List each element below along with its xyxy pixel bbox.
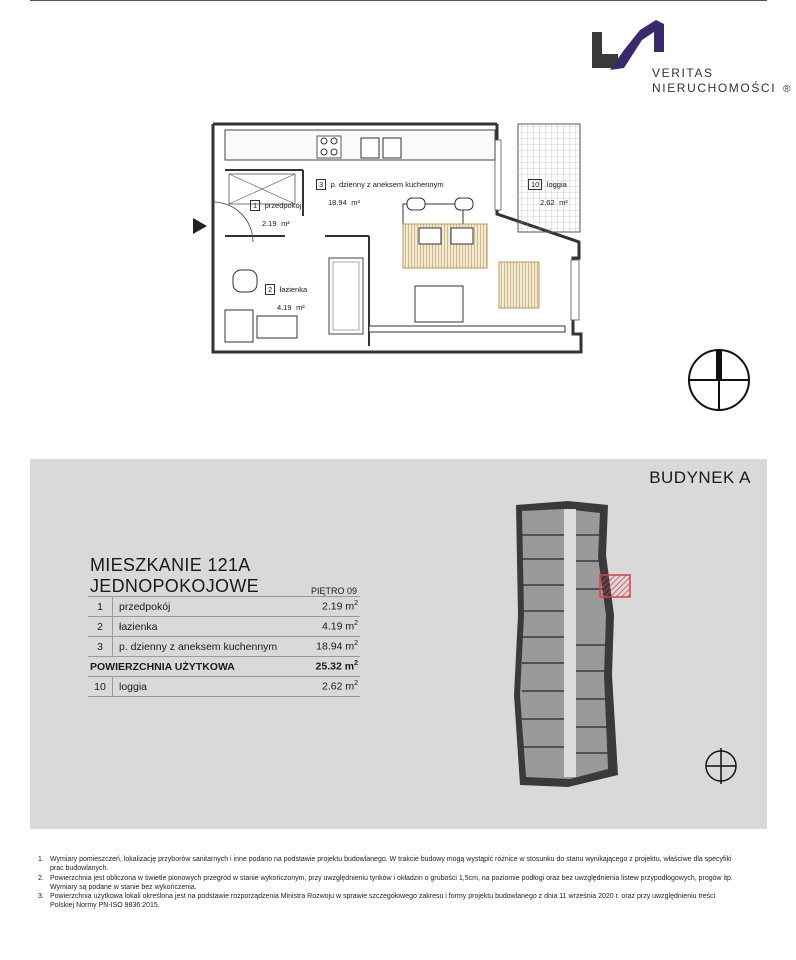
- unit-exp: 2: [354, 680, 358, 688]
- footnote-number: 1.: [38, 856, 44, 863]
- row-area: [296, 617, 360, 637]
- rooms-table: [88, 596, 360, 697]
- room-1-area: 2.19: [262, 219, 277, 228]
- room-2-name: łazienka: [279, 285, 308, 294]
- footnote-text: Powierzchnia jest obliczona w świetle pionowych przegród w stanie wykończonym, przy uwzględnieniu tynków i okładzin o grubości 1,5cm, na poziomie podłogi oraz bez uwzględnienia listew przypodłogowych, progów itp. Wymiary są podane w stanie bez wykończenia.: [50, 874, 733, 891]
- table-row: [88, 597, 360, 617]
- footnote-3: [38, 892, 738, 911]
- row-area-value: 2.19: [321, 600, 343, 613]
- row-area-value: 18.94: [316, 640, 343, 653]
- row-area-value: 4.19: [321, 620, 343, 633]
- total-area: [296, 657, 360, 677]
- room-3-area: 18.94: [328, 198, 347, 207]
- room-3-name: p. dzienny z aneksem kuchennym: [330, 180, 444, 189]
- room-2-num: 2: [265, 284, 275, 295]
- total-row: [88, 657, 360, 677]
- plan-label-room-1: [250, 195, 301, 231]
- row-num: 2: [88, 617, 113, 637]
- apartment-number: MIESZKANIE 121A: [90, 555, 251, 575]
- room-2-area: 4.19: [277, 303, 292, 312]
- footnote-number: 3.: [38, 893, 44, 901]
- plan-label-room-2: [265, 279, 307, 315]
- unit-exp: 2: [354, 600, 358, 608]
- building-key-plan: [508, 495, 643, 795]
- top-rule: [30, 0, 767, 1]
- room-10-area: 2.62: [540, 198, 555, 207]
- unit-exp: 2: [354, 620, 358, 628]
- row-num: 1: [88, 597, 113, 617]
- room-3-unit: m²: [351, 198, 360, 207]
- unit-m: m: [344, 660, 355, 673]
- footnote-text: Powierzchnia użytkowa lokali określona jest na podstawie rozporządzenia Ministra Rozwoju w sprawie szczegółowego zakresu i formy projektu budowlanego z dnia 11 września 2020 r. oraz przy uwzględnieniu treści Polskiej Normy PN-ISO 9836:2015.: [50, 893, 716, 910]
- row-name: loggia: [113, 677, 297, 697]
- row-name: łazienka: [113, 617, 297, 637]
- highlighted-apartment: [600, 575, 630, 597]
- room-10-name: loggia: [546, 180, 567, 189]
- table-row: [88, 637, 360, 657]
- floor-plan: [185, 120, 605, 360]
- north-compass-icon: [686, 347, 752, 413]
- footnote-2: [38, 874, 738, 893]
- row-num: 10: [88, 677, 113, 697]
- apartment-info-panel: [30, 459, 767, 829]
- total-label: POWIERZCHNIA UŻYTKOWA: [88, 657, 296, 677]
- footnote-text: Wymiary pomieszczeń, lokalizację przyborów sanitarnych i inne podano na podstawie projektu budowlanego. W trakcie budowy mogą wystąpić różnice w stosunku do stanu wynikającego z projektu, właściwe dla specyfiki prac budowlanych.: [50, 856, 732, 873]
- unit-m: m: [345, 640, 355, 653]
- row-area-value: 2.62: [321, 680, 343, 693]
- registered-mark: ®: [783, 84, 793, 95]
- building-title: BUDYNEK A: [649, 468, 751, 487]
- row-name: p. dzienny z aneksem kuchennym: [113, 637, 297, 657]
- row-area: [296, 677, 360, 697]
- unit-exp: 2: [354, 640, 358, 648]
- room-1-name: przedpokój: [264, 201, 302, 210]
- table-row: [88, 677, 360, 697]
- apartment-type: JEDNOPOKOJOWE: [90, 576, 259, 596]
- room-10-unit: m²: [559, 198, 568, 207]
- room-2-unit: m²: [296, 303, 305, 312]
- unit-exp: 2: [354, 660, 358, 668]
- row-area: [296, 637, 360, 657]
- row-num: 3: [88, 637, 113, 657]
- plan-label-room-3: [316, 174, 444, 210]
- brand-line-2: NIERUCHOMOŚCI: [652, 81, 777, 95]
- north-compass-small-icon: [703, 748, 739, 784]
- brand-line-1: VERITAS: [652, 66, 714, 80]
- total-area-value: 25.32: [315, 660, 342, 673]
- floor-label: PIĘTRO 09: [311, 586, 358, 596]
- unit-m: m: [345, 600, 355, 613]
- unit-m: m: [345, 680, 355, 693]
- unit-m: m: [345, 620, 355, 633]
- apartment-title: [90, 555, 259, 597]
- row-name: przedpokój: [113, 597, 297, 617]
- table-row: [88, 617, 360, 637]
- brand-name: [652, 66, 792, 97]
- room-10-num: 10: [528, 179, 542, 190]
- room-1-num: 1: [250, 200, 260, 211]
- footnote-number: 2.: [38, 874, 44, 882]
- room-3-num: 3: [316, 179, 326, 190]
- plan-label-room-10: [528, 174, 568, 210]
- row-area: [296, 597, 360, 617]
- footnotes: [38, 855, 738, 911]
- footnote-1: [38, 855, 738, 874]
- room-1-unit: m²: [281, 219, 290, 228]
